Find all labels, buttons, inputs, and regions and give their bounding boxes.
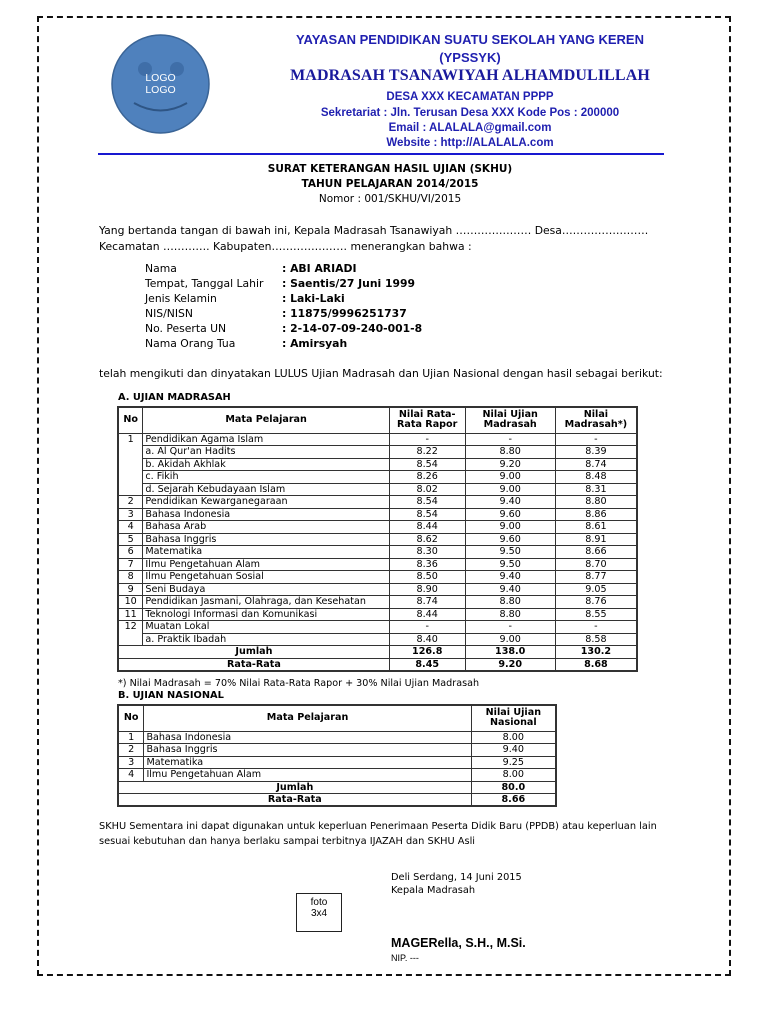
subject-name: Bahasa Indonesia: [143, 508, 389, 521]
score-nm: -: [555, 433, 637, 446]
intro-text: Kecamatan …………. Kabupaten………………… menerangkan bahwa :: [99, 240, 472, 253]
table-row: [118, 731, 556, 744]
header-nilai-madrasah: Nilai Madrasah*): [555, 407, 637, 433]
table-row: [118, 558, 637, 571]
table-row: [118, 756, 556, 769]
section-title-ujian-nasional: B. UJIAN NASIONAL: [118, 690, 224, 701]
header-ujian-nasional: Nilai Ujian Nasional: [471, 705, 556, 731]
table-row: [118, 533, 637, 546]
table-row: [118, 769, 556, 782]
total-row: Jumlah 80.0: [118, 781, 556, 794]
total-row: Jumlah 126.8 138.0 130.2: [118, 646, 637, 659]
average-row: Rata-Rata 8.66: [118, 794, 556, 807]
score-rapor: 8.26: [389, 471, 465, 484]
identity-label: NIS/NISN: [145, 307, 193, 320]
score-un: 8.00: [471, 769, 556, 782]
table-row: [118, 744, 556, 757]
identity-value: : Saentis/27 Juni 1999: [282, 277, 416, 290]
score-rapor: 8.74: [389, 596, 465, 609]
identity-value: : Laki-Laki: [282, 292, 345, 305]
header-ujian-madrasah: Nilai Ujian Madrasah: [465, 407, 555, 433]
identity-value: : 11875/9996251737: [282, 307, 407, 320]
score-nm: 8.31: [555, 483, 637, 496]
score-um: -: [465, 621, 555, 634]
score-rapor: 8.40: [389, 633, 465, 646]
closing-text: sesuai kebutuhan dan hanya berlaku sampai terbitnya IJAZAH dan SKHU Asli: [99, 836, 476, 847]
row-number: 6: [118, 546, 143, 559]
score-rapor: 8.44: [389, 608, 465, 621]
score-nm: 8.55: [555, 608, 637, 621]
score-nm: 8.91: [555, 533, 637, 546]
score-rapor: 8.54: [389, 458, 465, 471]
ujian-madrasah-table: [117, 406, 638, 672]
score-nm: 8.86: [555, 508, 637, 521]
header-subject: Mata Pelajaran: [144, 705, 471, 731]
row-number: 3: [118, 756, 144, 769]
table-row: [118, 546, 637, 559]
school-website: Website : http://ALALALA.com: [386, 137, 554, 149]
subject-name: Ilmu Pengetahuan Sosial: [143, 571, 389, 584]
table-row: [118, 521, 637, 534]
subject-name: Bahasa Inggris: [143, 533, 389, 546]
score-nm: 8.76: [555, 596, 637, 609]
school-logo: [111, 34, 210, 134]
subject-name: a. Praktik Ibadah: [143, 633, 389, 646]
score-um: 8.80: [465, 608, 555, 621]
header-rule: [98, 153, 664, 155]
foundation-name: YAYASAN PENDIDIKAN SUATU SEKOLAH YANG KEREN: [296, 32, 644, 47]
subject-name: Bahasa Inggris: [144, 744, 471, 757]
subject-name: b. Akidah Akhlak: [143, 458, 389, 471]
row-number: 12: [118, 621, 143, 646]
row-number: 11: [118, 608, 143, 621]
row-number: 9: [118, 583, 143, 596]
table-row: [118, 608, 637, 621]
score-rapor: -: [389, 433, 465, 446]
header-no: No: [118, 407, 143, 433]
intro-text: Yang bertanda tangan di bawah ini, Kepala Madrasah Tsanawiyah ………………… Desa……………………: [99, 224, 649, 237]
average-row: Rata-Rata 8.45 9.20 8.68: [118, 658, 637, 671]
score-nm: 8.77: [555, 571, 637, 584]
row-number: 5: [118, 533, 143, 546]
logo-text: LOGO: [145, 72, 176, 84]
row-number: 8: [118, 571, 143, 584]
identity-label: No. Peserta UN: [145, 322, 227, 335]
score-um: 8.80: [465, 596, 555, 609]
score-um: 9.00: [465, 483, 555, 496]
table-row: [118, 471, 637, 484]
score-um: 9.60: [465, 533, 555, 546]
score-nm: 8.58: [555, 633, 637, 646]
signature-position: Kepala Madrasah: [391, 885, 476, 896]
closing-text: SKHU Sementara ini dapat digunakan untuk keperluan Penerimaan Peserta Didik Baru (PPDB) atau keperluan lain: [99, 821, 657, 832]
school-name: MADRASAH TSANAWIYAH ALHAMDULILLAH: [290, 67, 650, 84]
school-email: Email : ALALALA@gmail.com: [388, 122, 552, 134]
score-um: -: [465, 433, 555, 446]
score-nm: 8.48: [555, 471, 637, 484]
subject-name: Bahasa Indonesia: [144, 731, 471, 744]
identity-value: : 2-14-07-09-240-001-8: [282, 322, 423, 335]
score-nm: 9.05: [555, 583, 637, 596]
score-um: 9.40: [465, 496, 555, 509]
row-number: 1: [118, 433, 143, 496]
photo-placeholder: foto 3x4: [296, 893, 342, 932]
score-rapor: 8.54: [389, 496, 465, 509]
score-rapor: 8.30: [389, 546, 465, 559]
table-row: [118, 633, 637, 646]
score-un: 8.00: [471, 731, 556, 744]
subject-name: Pendidikan Agama Islam: [143, 433, 389, 446]
header-rapor: Nilai Rata- Rata Rapor: [389, 407, 465, 433]
subject-name: Muatan Lokal: [143, 621, 389, 634]
signatory-name: MAGERella, S.H., M.Si.: [391, 936, 526, 950]
document-title: SURAT KETERANGAN HASIL UJIAN (SKHU): [267, 163, 513, 175]
score-um: 9.50: [465, 546, 555, 559]
subject-name: Bahasa Arab: [143, 521, 389, 534]
table-row: [118, 483, 637, 496]
score-rapor: 8.62: [389, 533, 465, 546]
row-number: 10: [118, 596, 143, 609]
signature-place-date: Deli Serdang, 14 Juni 2015: [391, 872, 522, 883]
score-rapor: 8.50: [389, 571, 465, 584]
row-number: 1: [118, 731, 144, 744]
subject-name: a. Al Qur'an Hadits: [143, 446, 389, 459]
score-nm: 8.74: [555, 458, 637, 471]
subject-name: c. Fikih: [143, 471, 389, 484]
score-rapor: 8.44: [389, 521, 465, 534]
table-row: [118, 583, 637, 596]
table-header-row: [118, 705, 556, 731]
table-row: [118, 596, 637, 609]
table-row: [118, 458, 637, 471]
row-number: 2: [118, 496, 143, 509]
score-um: 9.00: [465, 471, 555, 484]
section-title-ujian-madrasah: A. UJIAN MADRASAH: [118, 392, 231, 403]
score-um: 9.00: [465, 521, 555, 534]
subject-name: Pendidikan Kewarganegaraan: [143, 496, 389, 509]
table-header-row: [118, 407, 637, 433]
score-um: 9.40: [465, 571, 555, 584]
table-row: [118, 621, 637, 634]
score-um: 9.40: [465, 583, 555, 596]
table-row: [118, 496, 637, 509]
subject-name: Ilmu Pengetahuan Alam: [143, 558, 389, 571]
score-um: 8.80: [465, 446, 555, 459]
footnote: *) Nilai Madrasah = 70% Nilai Rata-Rata Rapor + 30% Nilai Ujian Madrasah: [118, 678, 480, 689]
score-nm: 8.66: [555, 546, 637, 559]
result-statement: telah mengikuti dan dinyatakan LULUS Ujian Madrasah dan Ujian Nasional dengan hasil sebagai berikut:: [99, 367, 663, 380]
row-number: 7: [118, 558, 143, 571]
score-nm: 8.39: [555, 446, 637, 459]
header-no: No: [118, 705, 144, 731]
table-row: [118, 571, 637, 584]
score-nm: 8.61: [555, 521, 637, 534]
subject-name: Teknologi Informasi dan Komunikasi: [143, 608, 389, 621]
identity-label: Jenis Kelamin: [145, 292, 217, 305]
subject-name: d. Sejarah Kebudayaan Islam: [143, 483, 389, 496]
school-village: DESA XXX KECAMATAN PPPP: [386, 91, 554, 103]
ujian-nasional-table: [117, 704, 557, 807]
subject-name: Matematika: [143, 546, 389, 559]
score-nm: -: [555, 621, 637, 634]
row-number: 2: [118, 744, 144, 757]
identity-label: Nama: [145, 262, 177, 275]
score-um: 9.20: [465, 458, 555, 471]
score-rapor: 8.02: [389, 483, 465, 496]
table-row: [118, 433, 637, 446]
score-un: 9.40: [471, 744, 556, 757]
score-rapor: 8.90: [389, 583, 465, 596]
header-subject: Mata Pelajaran: [143, 407, 389, 433]
identity-value: : Amirsyah: [282, 337, 348, 350]
document-number: Nomor : 001/SKHU/VI/2015: [318, 193, 462, 205]
score-rapor: -: [389, 621, 465, 634]
signatory-nip: NIP. ---: [391, 953, 419, 963]
score-um: 9.50: [465, 558, 555, 571]
score-rapor: 8.22: [389, 446, 465, 459]
row-number: 3: [118, 508, 143, 521]
row-number: 4: [118, 521, 143, 534]
academic-year: TAHUN PELAJARAN 2014/2015: [301, 178, 479, 190]
subject-name: Matematika: [144, 756, 471, 769]
score-un: 9.25: [471, 756, 556, 769]
table-row: [118, 446, 637, 459]
identity-label: Nama Orang Tua: [145, 337, 236, 350]
score-rapor: 8.36: [389, 558, 465, 571]
subject-name: Ilmu Pengetahuan Alam: [144, 769, 471, 782]
subject-name: Pendidikan Jasmani, Olahraga, dan Kesehatan: [143, 596, 389, 609]
score-nm: 8.70: [555, 558, 637, 571]
score-rapor: 8.54: [389, 508, 465, 521]
score-um: 9.60: [465, 508, 555, 521]
school-address: Sekretariat : Jln. Terusan Desa XXX Kode Pos : 200000: [320, 107, 620, 119]
subject-name: Seni Budaya: [143, 583, 389, 596]
foundation-abbr: (YPSSYK): [439, 50, 501, 65]
score-um: 9.00: [465, 633, 555, 646]
row-number: 4: [118, 769, 144, 782]
score-nm: 8.80: [555, 496, 637, 509]
identity-label: Tempat, Tanggal Lahir: [145, 277, 264, 290]
logo-text: LOGO: [145, 84, 176, 96]
table-row: [118, 508, 637, 521]
identity-value: : ABI ARIADI: [282, 262, 357, 275]
